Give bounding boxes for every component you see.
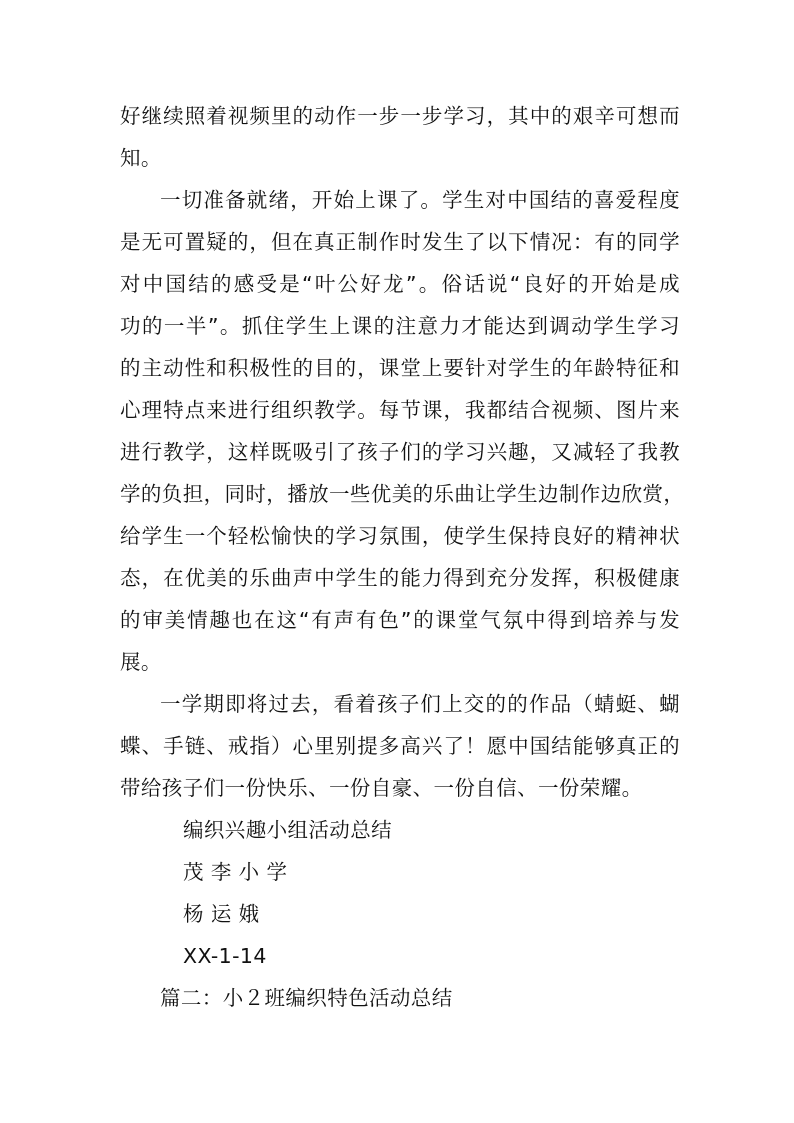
paragraph-2-line-5: 的主动性和积极性的目的，课堂上要针对学生的年龄特征和 xyxy=(120,356,680,380)
paragraph-2-line-10: 态，在优美的乐曲声中学生的能力得到充分发挥，积极健康 xyxy=(120,566,680,590)
paragraph-2-line-8: 学的负担，同时，播放一些优美的乐曲让学生边制作边欣赏， xyxy=(120,482,685,506)
paragraph-2-line-4: 功的一半”。抓住学生上课的注意力才能达到调动学生学习 xyxy=(120,314,680,338)
paragraph-2-line-7: 进行教学，这样既吸引了孩子们的学习兴趣，又减轻了我教 xyxy=(120,440,680,464)
paragraph-2-line-1: 一切准备就绪，开始上课了。学生对中国结的喜爱程度 xyxy=(160,188,680,212)
paragraph-2-line-6: 心理特点来进行组织教学。每节课，我都结合视频、图片来 xyxy=(120,398,680,422)
paragraph-3-line-3: 带给孩子们一份快乐、一份自豪、一份自信、一份荣耀。 xyxy=(120,776,643,800)
paragraph-3-line-2: 蝶、手链、戒指）心里别提多高兴了！愿中国结能够真正的 xyxy=(120,734,680,758)
paragraph-2-line-12: 展。 xyxy=(120,650,162,674)
paragraph-2-line-9: 给学生一个轻松愉快的学习氛围，使学生保持良好的精神状 xyxy=(120,524,680,548)
signature-title: 编织兴趣小组活动总结 xyxy=(183,818,392,842)
section-heading: 篇二：小２班编织特色活动总结 xyxy=(160,986,453,1010)
paragraph-3-line-1: 一学期即将过去，看着孩子们上交的的作品（蜻蜓、蝴 xyxy=(160,692,680,716)
paragraph-2-line-3: 对中国结的感受是“叶公好龙”。俗话说“良好的开始是成 xyxy=(120,272,680,296)
signature-author: 杨 运 娥 xyxy=(183,902,260,926)
signature-date: XX-1-14 xyxy=(183,944,267,968)
paragraph-2-line-2: 是无可置疑的，但在真正制作时发生了以下情况：有的同学 xyxy=(120,230,680,254)
paragraph-1-line-1: 好继续照着视频里的动作一步一步学习，其中的艰辛可想而 xyxy=(120,104,680,128)
paragraph-2-line-11: 的审美情趣也在这“有声有色”的课堂气氛中得到培养与发 xyxy=(120,608,680,632)
paragraph-1-line-2: 知。 xyxy=(120,146,162,170)
signature-school: 茂 李 小 学 xyxy=(183,860,288,884)
